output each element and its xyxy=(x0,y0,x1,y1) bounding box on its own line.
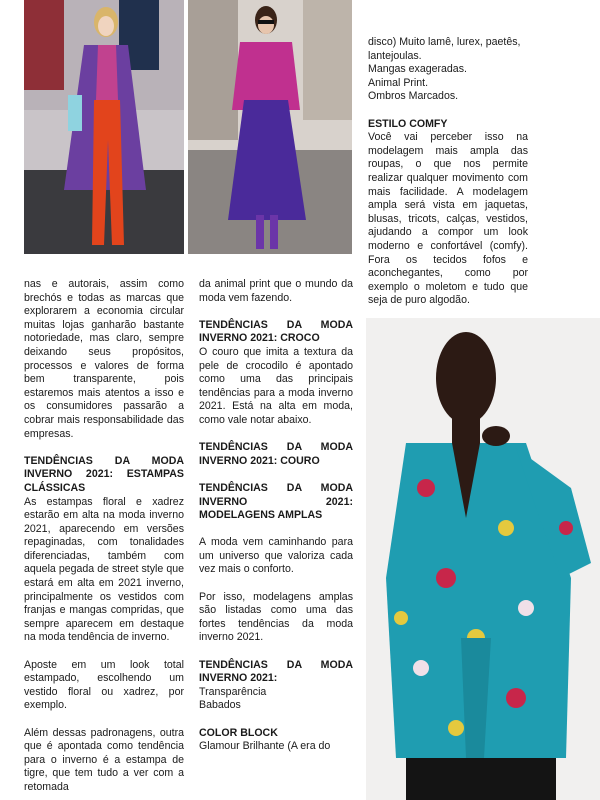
column1-estampas-paragraph-2: Aposte em um look total estampado, escolhendo um vestido floral ou xadrez, por exemplo. xyxy=(24,658,184,712)
street-style-photo-magenta-top xyxy=(188,0,352,254)
runway-photo-purple-coat xyxy=(24,0,184,254)
list-item-mangas: Mangas exageradas. xyxy=(368,63,467,76)
column1-estampas-paragraph-1: As estampas floral e xadrez estarão em alta na moda inverno 2021, aparecendo em versões repaginadas, com tonalidades diferenciadas, também com aquela pegada de street style que estará em alta em 2021 inverno, principalmente os vestidos com franjas e mangas compridas, que sempre aparecem em destaque na moda tendência de inverno. xyxy=(24,495,184,644)
column2-modelagens-paragraph-1: A moda vem caminhando para um universo que valoriza cada vez mais o conforto. xyxy=(199,536,353,576)
column1-estampas-paragraph-3: Além dessas padronagens, outra que é apontada como tendência para o inverno é a estampa de tigre, que tem tudo a ver com a retomada xyxy=(24,726,184,793)
column-1 xyxy=(24,278,184,795)
list-item-babados: Babados xyxy=(199,699,241,712)
heading-croco: TENDÊNCIAS DA MODA INVERNO 2021: CROCO xyxy=(199,318,353,345)
list-item-ombros: Ombros Marcados. xyxy=(368,90,459,103)
column2-color-block-paragraph: Glamour Brilhante (A era do xyxy=(199,740,331,753)
heading-tendencias-2021: TENDÊNCIAS DA MODA INVERNO 2021: xyxy=(199,658,353,685)
heading-estilo-comfy: ESTILO COMFY xyxy=(368,117,448,130)
list-item-disco: disco) Muito lamê, lurex, paetês, lantejoulas. xyxy=(368,36,521,62)
model-photo-teal-floral-blouse xyxy=(366,318,600,800)
runway-illustration xyxy=(24,0,184,254)
column-2 xyxy=(199,278,353,754)
column2-modelagens-paragraph-2: Por isso, modelagens amplas são listadas como uma das fortes tendências da moda inverno 2021. xyxy=(199,590,353,644)
heading-modelagens-amplas: TENDÊNCIAS DA MODA INVERNO 2021: MODELAGENS AMPLAS xyxy=(199,481,353,522)
heading-couro: TENDÊNCIAS DA MODA INVERNO 2021: COURO xyxy=(199,441,353,467)
list-item-animal-print: Animal Print. xyxy=(368,76,429,89)
street-style-illustration xyxy=(188,0,352,254)
column2-continuation: da animal print que o mundo da moda vem fazendo. xyxy=(199,278,353,304)
column1-intro: nas e autorais, assim como brechós e todas as marcas que explorarem a economia circular muitas lojas ganharão bastante notoriedade, mas claro, sempre deixando seus propósitos, processos e valores de forma bem transparente, pois estaremos mais atentos a isso e os consumidores passarão a cobrar mais responsabilidade das empresas. xyxy=(24,278,184,440)
heading-estampas-classicas: TENDÊNCIAS DA MODA INVERNO 2021: ESTAMPAS CLÁSSICAS xyxy=(24,454,184,494)
column2-croco-paragraph: O couro que imita a textura da pele de crocodilo é apontado como uma das principais tendências para a moda inverno 2021. Está na alta em moda, como vale notar abaixo. xyxy=(199,345,353,426)
column3-comfy-paragraph: Você vai perceber isso na modelagem mais ampla das roupas, o que nos permite realizar qualquer movimento com mais facilidade. A modelagem ampla será vista em jaquetas, blusas, tricots, calças, vestidos, ajudando a compor um look moderno e confortável (comfy). Fora os tecidos fofos e aconchegantes, como por exemplo o moletom e tudo que seja de puro algodão. xyxy=(368,131,528,307)
column-3 xyxy=(368,36,528,308)
heading-color-block: COLOR BLOCK xyxy=(199,726,278,739)
model-illustration xyxy=(366,318,600,800)
list-item-transparencia: Transparência xyxy=(199,685,267,698)
